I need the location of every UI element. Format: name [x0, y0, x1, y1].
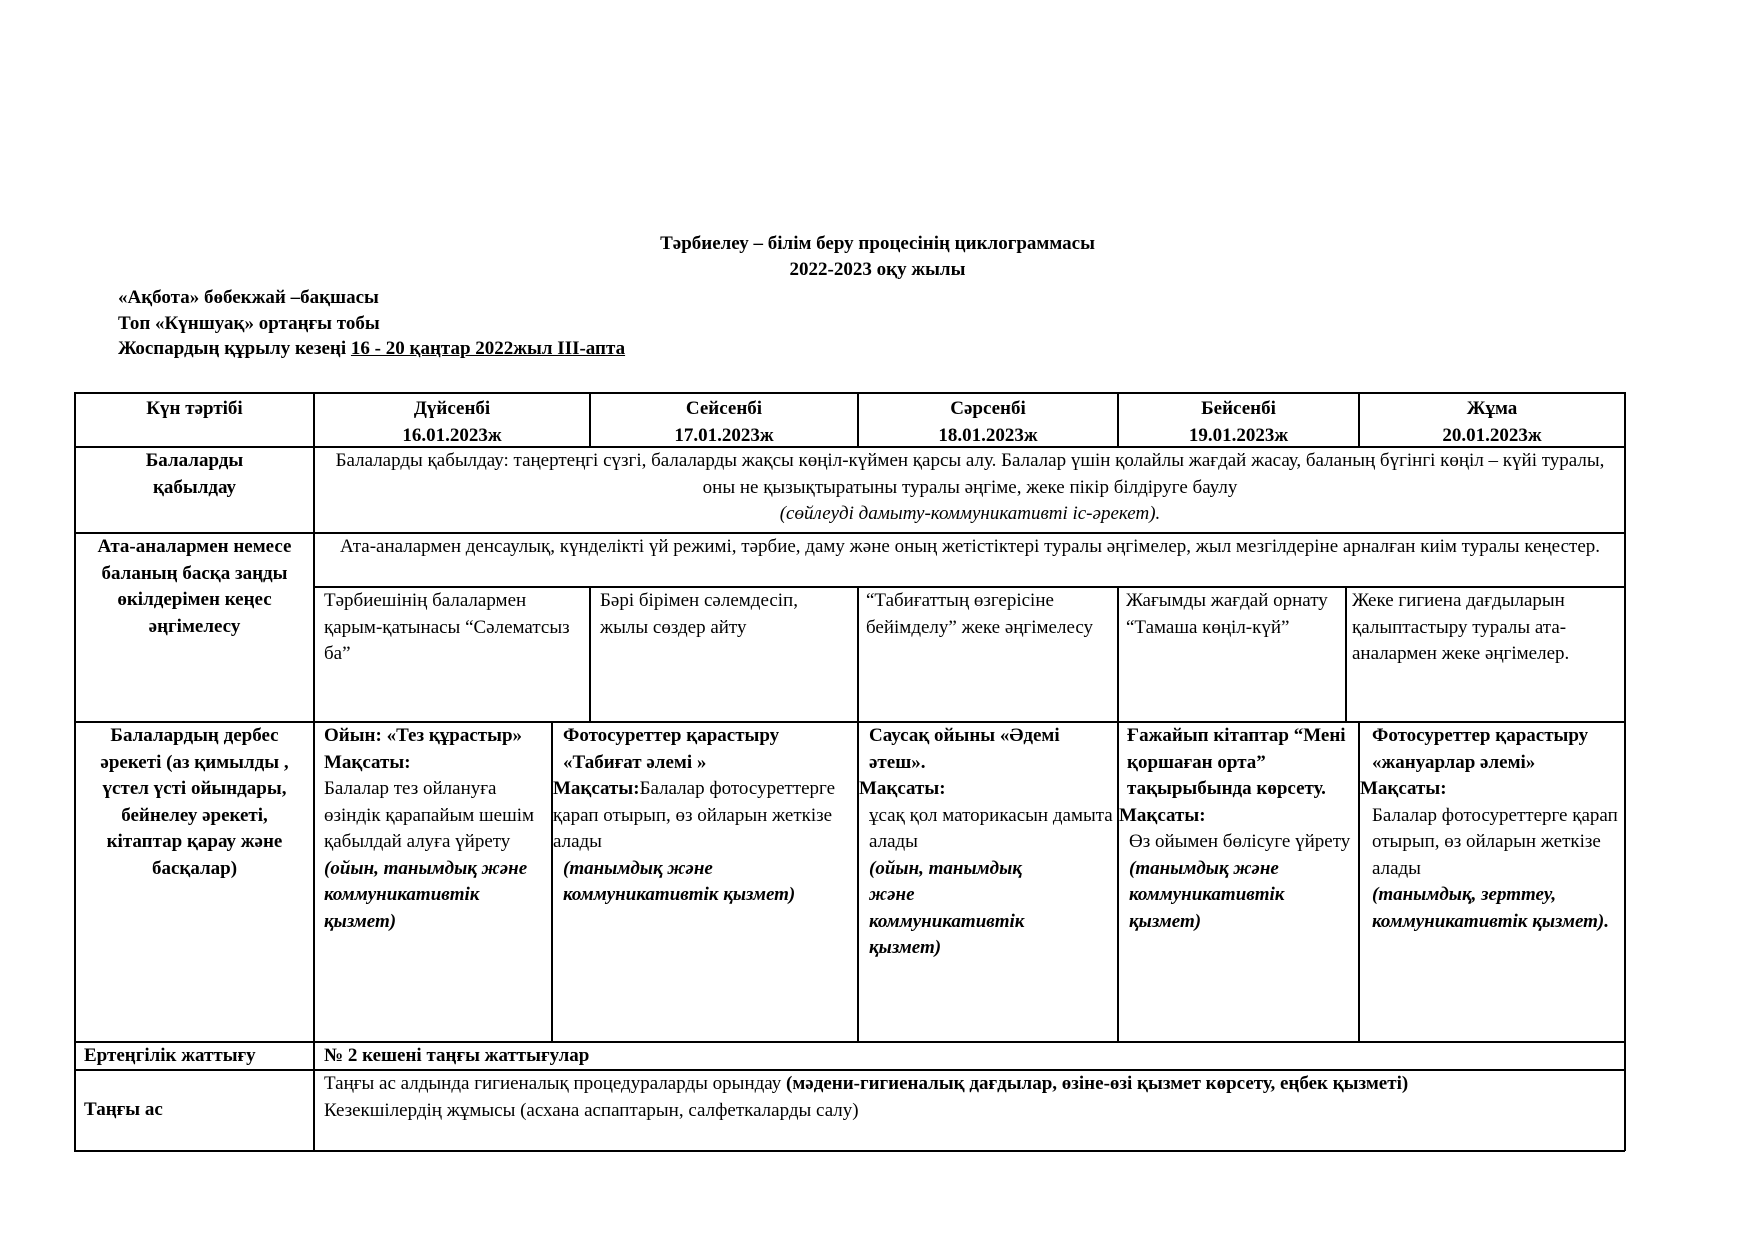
plan-period-label: Жоспардың құрылу кезеңі — [118, 338, 351, 359]
header-day-wednesday — [859, 396, 1117, 449]
reception-description: Балаларды қабылдау: таңертеңгі сүзгі, балаларды жақсы көңіл-күймен қарсы алу. Балалар үшін қолайлы жағдай жасау, баланың бүгінгі көңіл – күйі туралы, оны не қызықтыратыны туралы әңгіме, жеке пікір білдіруге баулу — [335, 450, 1605, 498]
activity-goal: Балалар тез ойлануға өзіндік қарапайым шешім қабылдай алуға үйрету — [324, 778, 535, 852]
parents-day-tuesday: Бәрі бірімен сәлемдесіп, жылы сөздер айту — [600, 590, 798, 638]
activity-goal-label: Мақсаты: — [859, 778, 946, 799]
row-reception-text — [316, 448, 1624, 528]
activity-goal: ұсақ қол маторикасын дамыта алады — [869, 804, 1113, 852]
activity-goal-label: Мақсаты: — [553, 778, 640, 799]
day-date: 20.01.2023ж — [1442, 424, 1542, 446]
breakfast-skills: (мәдени-гигиеналық дағдылар, өзіне-өзі қызмет көрсету, еңбек қызметі) — [786, 1073, 1409, 1094]
parents-day-monday: Тәрбиешінің балалармен қарым-қатынасы “Сәлематсыз ба” — [324, 590, 570, 664]
activity-day-thursday — [1119, 723, 1356, 935]
breakfast-duty: Кезекшілердің жұмысы (асхана аспаптарын, салфеткаларды салу) — [324, 1099, 859, 1121]
plan-period-value: 16 - 20 қаңтар 2022жыл ІІІ-апта — [350, 338, 626, 359]
group-name: Топ «Күншуақ» ортаңғы тобы — [118, 313, 380, 334]
row-parents-text: Ата-аналармен денсаулық, күнделікті үй режимі, тәрбие, даму және оның жетістіктері туралы әңгімелер, жыл мезгілдеріне арналған киім туралы кеңестер. — [339, 536, 1601, 557]
day-date: 17.01.2023ж — [674, 424, 774, 446]
parents-day-thursday: Жағымды жағдай орнату “Тамаша көңіл-күй” — [1126, 590, 1328, 638]
activity-day-monday — [324, 723, 546, 935]
day-date: 16.01.2023ж — [402, 424, 502, 446]
row-reception-label: Балаларды қабылдау — [145, 450, 244, 498]
header-schedule: Күн тәртібі — [146, 398, 243, 419]
day-name: Жұма — [1466, 398, 1518, 419]
breakfast-description: Таңғы ас алдында гигиеналық процедураларды орындау — [324, 1073, 786, 1094]
day-name: Сейсенбі — [685, 398, 763, 419]
activity-goal-label: Мақсаты: — [1360, 778, 1447, 799]
activity-note: (танымдық және коммуникативтік қызмет) — [1129, 857, 1285, 932]
activity-goal: Балалар фотосуреттерге қарап отырып, өз ойларын жеткізе алады — [553, 778, 836, 852]
kindergarten-name: «Ақбота» бөбекжай –бақшасы — [118, 287, 379, 308]
activity-note: (танымдық және коммуникативтік қызмет) — [563, 857, 796, 905]
day-name: Бейсенбі — [1201, 398, 1276, 419]
day-name: Дүйсенбі — [413, 398, 491, 419]
parents-day-friday: Жеке гигиена дағдыларын қалыптастыру туралы ата-аналармен жеке әңгімелер. — [1352, 590, 1570, 664]
plan-period — [118, 338, 625, 360]
activity-title: Ойын: «Тез құрастыр» — [324, 725, 523, 746]
header-day-tuesday — [591, 396, 857, 449]
activity-note: (танымдық, зерттеу, коммуникативтік қызмет). — [1372, 884, 1609, 932]
activity-title: Ғажайып кітаптар “Мені қоршаған орта” тақырыбында көрсету. — [1127, 725, 1346, 799]
academic-year: 2022-2023 оқу жылы — [789, 259, 966, 280]
day-date: 19.01.2023ж — [1188, 424, 1289, 446]
reception-note: (сөйлеуді дамыту-коммуникативті іс-әрекет). — [779, 503, 1161, 524]
activity-goal-label: Мақсаты: — [1119, 804, 1206, 826]
row-breakfast-label: Таңғы ас — [84, 1099, 163, 1120]
row-parents-label: Ата-аналармен немесе баланың басқа заңды өкілдерімен кеңес әңгімелесу — [97, 536, 292, 637]
activity-note: (ойын, танымдық және коммуникативтік қызмет) — [869, 857, 1025, 958]
row-exercise-text: № 2 кешені таңғы жаттығулар — [324, 1045, 590, 1066]
parents-day-wednesday: “Табиғаттың өзгерісіне бейімделу” жеке әңгімелесу — [866, 590, 1094, 638]
day-date: 18.01.2023ж — [938, 424, 1038, 446]
row-breakfast-text — [324, 1071, 1614, 1124]
header-day-friday — [1360, 396, 1624, 449]
activity-day-tuesday — [553, 723, 855, 909]
activity-goal: Өз ойымен бөлісуге үйрету — [1129, 831, 1351, 852]
day-name: Сәрсенбі — [950, 398, 1026, 419]
header-day-thursday — [1119, 396, 1358, 449]
activity-title: Саусақ ойыны «Әдемі әтеш». — [869, 725, 1060, 773]
activity-goal-label: Мақсаты: — [324, 751, 411, 773]
activity-note: (ойын, танымдық және коммуникативтік қызмет) — [324, 857, 528, 932]
activity-day-friday — [1360, 723, 1622, 935]
activity-goal: Балалар фотосуреттерге қарап отырып, өз ойларын жеткізе алады — [1372, 804, 1618, 879]
activity-day-wednesday — [859, 723, 1115, 962]
header-day-monday — [315, 396, 589, 449]
row-exercise-label: Ертеңгілік жаттығу — [84, 1045, 256, 1066]
row-activity-label: Балалардың дербес әрекеті (аз қимылды , үстел үсті ойындары, бейнелеу әрекеті, кітаптар қарау және басқалар) — [100, 725, 289, 879]
activity-title: Фотосуреттер қарастыру «Табиғат әлемі » — [563, 725, 780, 773]
document-title: Тәрбиелеу – білім беру процесінің циклограммасы — [660, 233, 1095, 254]
activity-title: Фотосуреттер қарастыру «жануарлар әлемі» — [1372, 725, 1589, 773]
